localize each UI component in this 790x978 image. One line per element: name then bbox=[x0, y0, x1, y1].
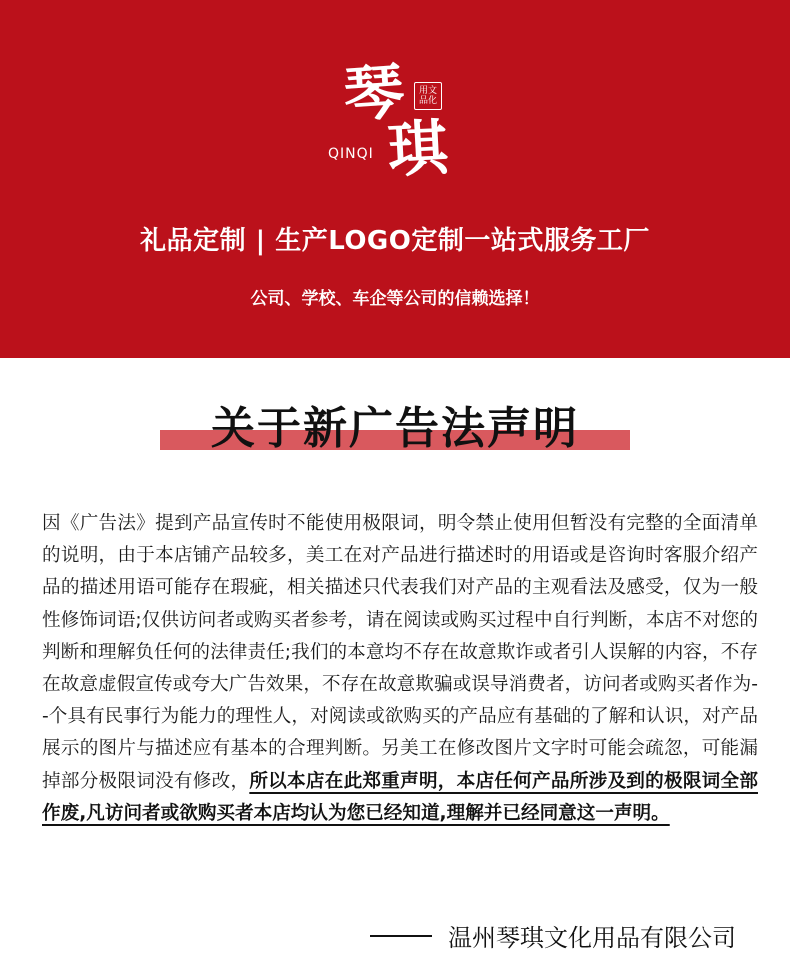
signature-company-name: 温州琴琪文化用品有限公司 bbox=[448, 924, 736, 952]
banner-subtitle: 公司、学校、车企等公司的信赖选择！ bbox=[250, 289, 540, 309]
company-signature bbox=[370, 918, 736, 953]
notice-body-emphasis: 所以本店在此郑重声明，本店任何产品所涉及到的极限词全部作废,凡访问者或欲购买者本店均认为您已经知道,理解并已经同意这一声明。 bbox=[42, 770, 758, 824]
logo-seal-stamp: 用文品化 bbox=[414, 82, 442, 110]
logo-glyph-qi: 琪 bbox=[386, 113, 450, 187]
brand-banner bbox=[0, 0, 790, 358]
logo-latin-text: QINQI bbox=[328, 146, 374, 162]
logo-glyph-qin: 琴 bbox=[341, 56, 407, 132]
signature-dash bbox=[370, 935, 432, 937]
notice-body-text: 因《广告法》提到产品宣传时不能使用极限词，明令禁止使用但暂没有完整的全面清单的说明，由于本店铺产品较多，美工在对产品进行描述时的用语或是咨询时客服介绍产品的描述用语可能存在瑕疵，相关描述只代表我们对产品的主观看法及感受，仅为一般性修饰词语;仅供访问者或购买者参考，请在阅读或购买过程中自行判断，本店不对您的判断和理解负任何的法律责任;我们的本意均不存在故意欺诈或者引人误解的内容，不存在故意虚假宣传或夸大广告效果，不存在故意欺骗或误导消费者，访问者或购买者作为- -个具有民事行为能力的理性人，对阅读或欲购买的产品应有基础的了解和认识，对产品展示的图片与描述应有基本的合理判断。另美工在修改图片文字时可能会疏忽，可能漏掉部分极限词没有修改， bbox=[42, 513, 758, 792]
notice-heading: 关于新广告法声明 bbox=[211, 403, 579, 454]
brand-logo bbox=[328, 56, 468, 187]
banner-title: 礼品定制 | 生产LOGO定制一站式服务工厂 bbox=[140, 226, 650, 256]
notice-body bbox=[42, 508, 758, 830]
